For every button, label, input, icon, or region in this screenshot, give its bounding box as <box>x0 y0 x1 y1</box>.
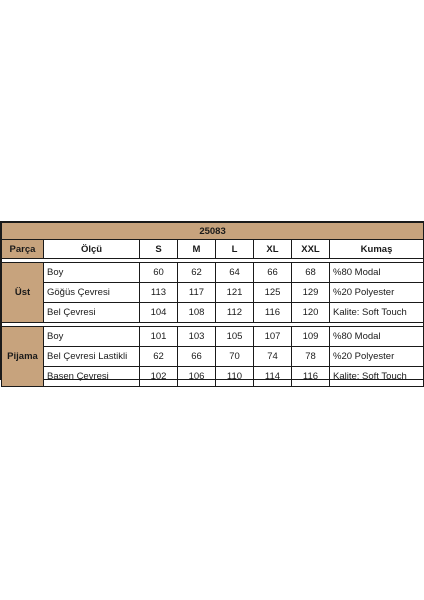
fabric-cell: %80 Modal <box>330 263 424 283</box>
value-cell: 62 <box>140 347 178 367</box>
value-cell: 117 <box>178 283 216 303</box>
value-cell: 129 <box>292 283 330 303</box>
value-cell: 125 <box>254 283 292 303</box>
header-part: Parça <box>2 240 44 259</box>
header-size-xxl: XXL <box>292 240 330 259</box>
value-cell: 114 <box>254 367 292 387</box>
value-cell: 103 <box>178 327 216 347</box>
table-row <box>2 263 424 283</box>
measure-cell: Göğüs Çevresi <box>44 283 140 303</box>
value-cell: 112 <box>216 303 254 323</box>
value-cell: 120 <box>292 303 330 323</box>
measure-cell: Basen Çevresi <box>44 367 140 387</box>
part-label-pijama: Pijama <box>2 327 44 387</box>
header-size-m: M <box>178 240 216 259</box>
value-cell: 113 <box>140 283 178 303</box>
header-size-xl: XL <box>254 240 292 259</box>
table-row <box>2 327 424 347</box>
fabric-cell: %20 Polyester <box>330 283 424 303</box>
value-cell: 104 <box>140 303 178 323</box>
fabric-cell: %80 Modal <box>330 327 424 347</box>
value-cell: 64 <box>216 263 254 283</box>
table-row <box>2 367 424 387</box>
title-row <box>2 223 424 240</box>
header-measure: Ölçü <box>44 240 140 259</box>
value-cell: 116 <box>254 303 292 323</box>
value-cell: 105 <box>216 327 254 347</box>
value-cell: 70 <box>216 347 254 367</box>
value-cell: 62 <box>178 263 216 283</box>
value-cell: 66 <box>254 263 292 283</box>
value-cell: 116 <box>292 367 330 387</box>
value-cell: 60 <box>140 263 178 283</box>
value-cell: 121 <box>216 283 254 303</box>
size-chart <box>0 221 424 380</box>
measure-cell: Boy <box>44 263 140 283</box>
measure-cell: Bel Çevresi Lastikli <box>44 347 140 367</box>
header-fabric: Kumaş <box>330 240 424 259</box>
fabric-cell: Kalite: Soft Touch <box>330 367 424 387</box>
value-cell: 109 <box>292 327 330 347</box>
value-cell: 106 <box>178 367 216 387</box>
fabric-cell: %20 Polyester <box>330 347 424 367</box>
value-cell: 110 <box>216 367 254 387</box>
value-cell: 74 <box>254 347 292 367</box>
header-size-s: S <box>140 240 178 259</box>
table-row <box>2 283 424 303</box>
measure-cell: Boy <box>44 327 140 347</box>
header-row <box>2 240 424 259</box>
value-cell: 108 <box>178 303 216 323</box>
value-cell: 102 <box>140 367 178 387</box>
size-table <box>1 222 424 387</box>
measure-cell: Bel Çevresi <box>44 303 140 323</box>
value-cell: 68 <box>292 263 330 283</box>
table-title: 25083 <box>2 223 424 240</box>
value-cell: 78 <box>292 347 330 367</box>
value-cell: 66 <box>178 347 216 367</box>
table-row <box>2 303 424 323</box>
header-size-l: L <box>216 240 254 259</box>
part-label-ust: Üst <box>2 263 44 323</box>
value-cell: 101 <box>140 327 178 347</box>
fabric-cell: Kalite: Soft Touch <box>330 303 424 323</box>
table-row <box>2 347 424 367</box>
value-cell: 107 <box>254 327 292 347</box>
